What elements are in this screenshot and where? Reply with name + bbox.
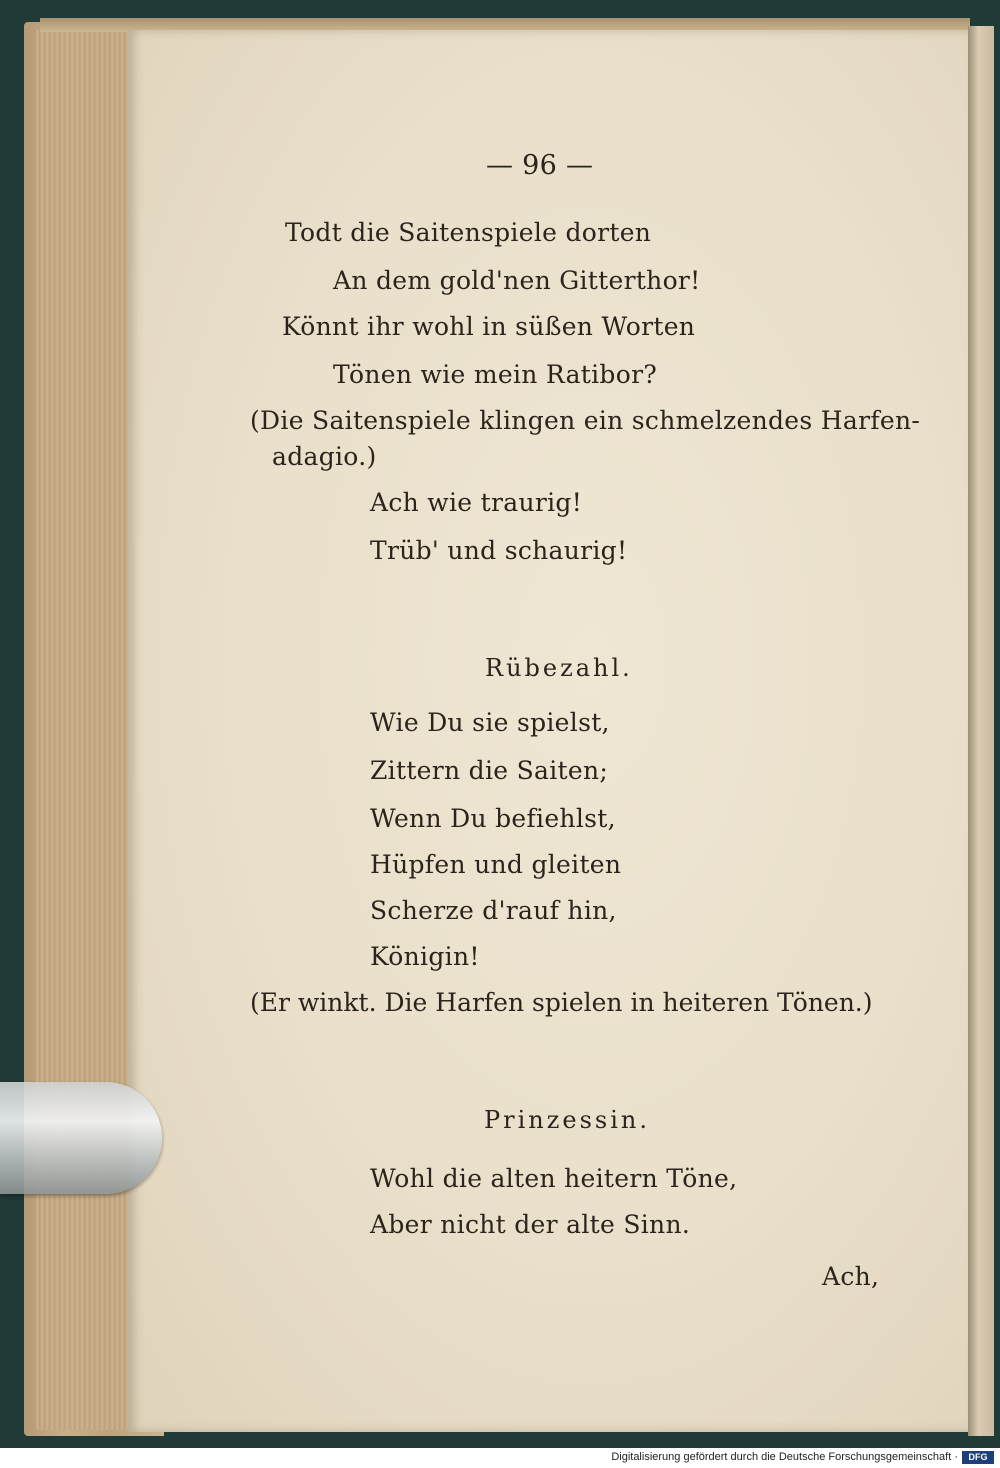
dfg-logo-icon: DFG (962, 1451, 994, 1464)
verse-line: Tönen wie mein Ratibor? (333, 360, 658, 389)
verse-line: Wohl die alten heitern Töne, (370, 1164, 738, 1193)
page-stack (36, 30, 132, 1430)
verse-line: Wie Du sie spielst, (370, 708, 610, 737)
verse-line: Aber nicht der alte Sinn. (370, 1210, 691, 1239)
footer-bar (0, 1448, 1000, 1468)
verse-line: An dem gold'nen Gitterthor! (333, 266, 701, 295)
verse-line: Königin! (370, 942, 480, 971)
speaker-name: Prinzessin. (484, 1106, 650, 1134)
footer-credit: Digitalisierung gefördert durch die Deutsche Forschungsgemeinschaft · (611, 1451, 958, 1463)
page-number: — 96 — (486, 150, 594, 181)
catchword: Ach, (822, 1262, 880, 1291)
verse-line: Ach wie traurig! (370, 488, 583, 517)
stage-direction: (Die Saitenspiele klingen ein schmelzendes Harfen- (250, 406, 921, 435)
verse-line: Todt die Saitenspiele dorten (285, 218, 652, 247)
verse-line: Zittern die Saiten; (370, 756, 609, 785)
book-clip (0, 1082, 162, 1194)
stage-direction: (Er winkt. Die Harfen spielen in heiteren Tönen.) (250, 988, 873, 1017)
right-page-edge (968, 26, 994, 1436)
speaker-name: Rübezahl. (485, 654, 633, 682)
verse-line: Trüb' und schaurig! (370, 536, 628, 565)
verse-line: Könnt ihr wohl in süßen Worten (282, 312, 696, 341)
verse-line: Wenn Du befiehlst, (370, 804, 616, 833)
stage-direction: adagio.) (272, 442, 377, 471)
verse-line: Hüpfen und gleiten (370, 850, 622, 879)
verse-line: Scherze d'rauf hin, (370, 896, 617, 925)
